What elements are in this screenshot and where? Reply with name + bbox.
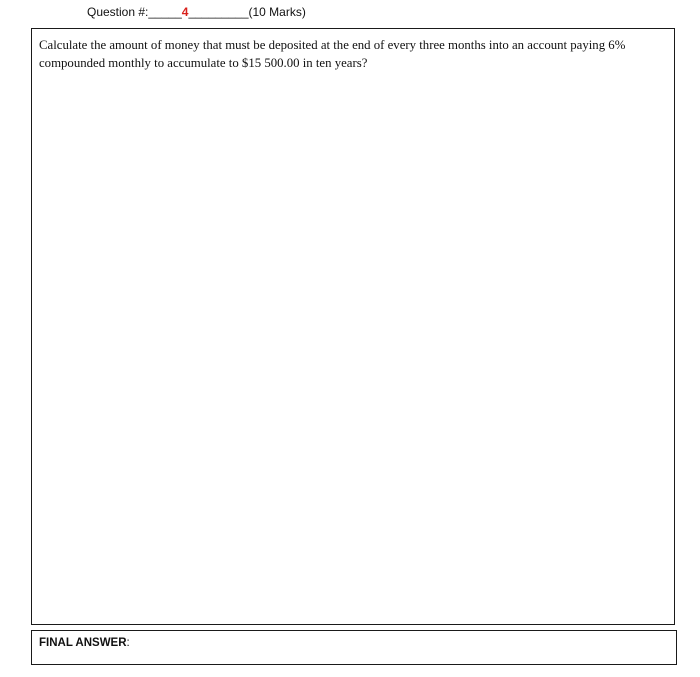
question-label: Question #:_____ <box>87 5 182 19</box>
question-work-area[interactable] <box>31 28 675 625</box>
question-header <box>87 5 306 19</box>
question-number: 4 <box>181 5 189 19</box>
final-answer-label-text: FINAL ANSWER <box>39 637 127 649</box>
final-answer-colon: : <box>126 637 130 649</box>
final-answer-box[interactable] <box>31 630 677 665</box>
question-marks: _________(10 Marks) <box>188 5 306 19</box>
final-answer-label <box>39 636 130 650</box>
question-text: Calculate the amount of money that must be deposited at the end of every three months into an account paying 6% compounded monthly to accumulate to $15 500.00 in ten years? <box>39 38 626 70</box>
